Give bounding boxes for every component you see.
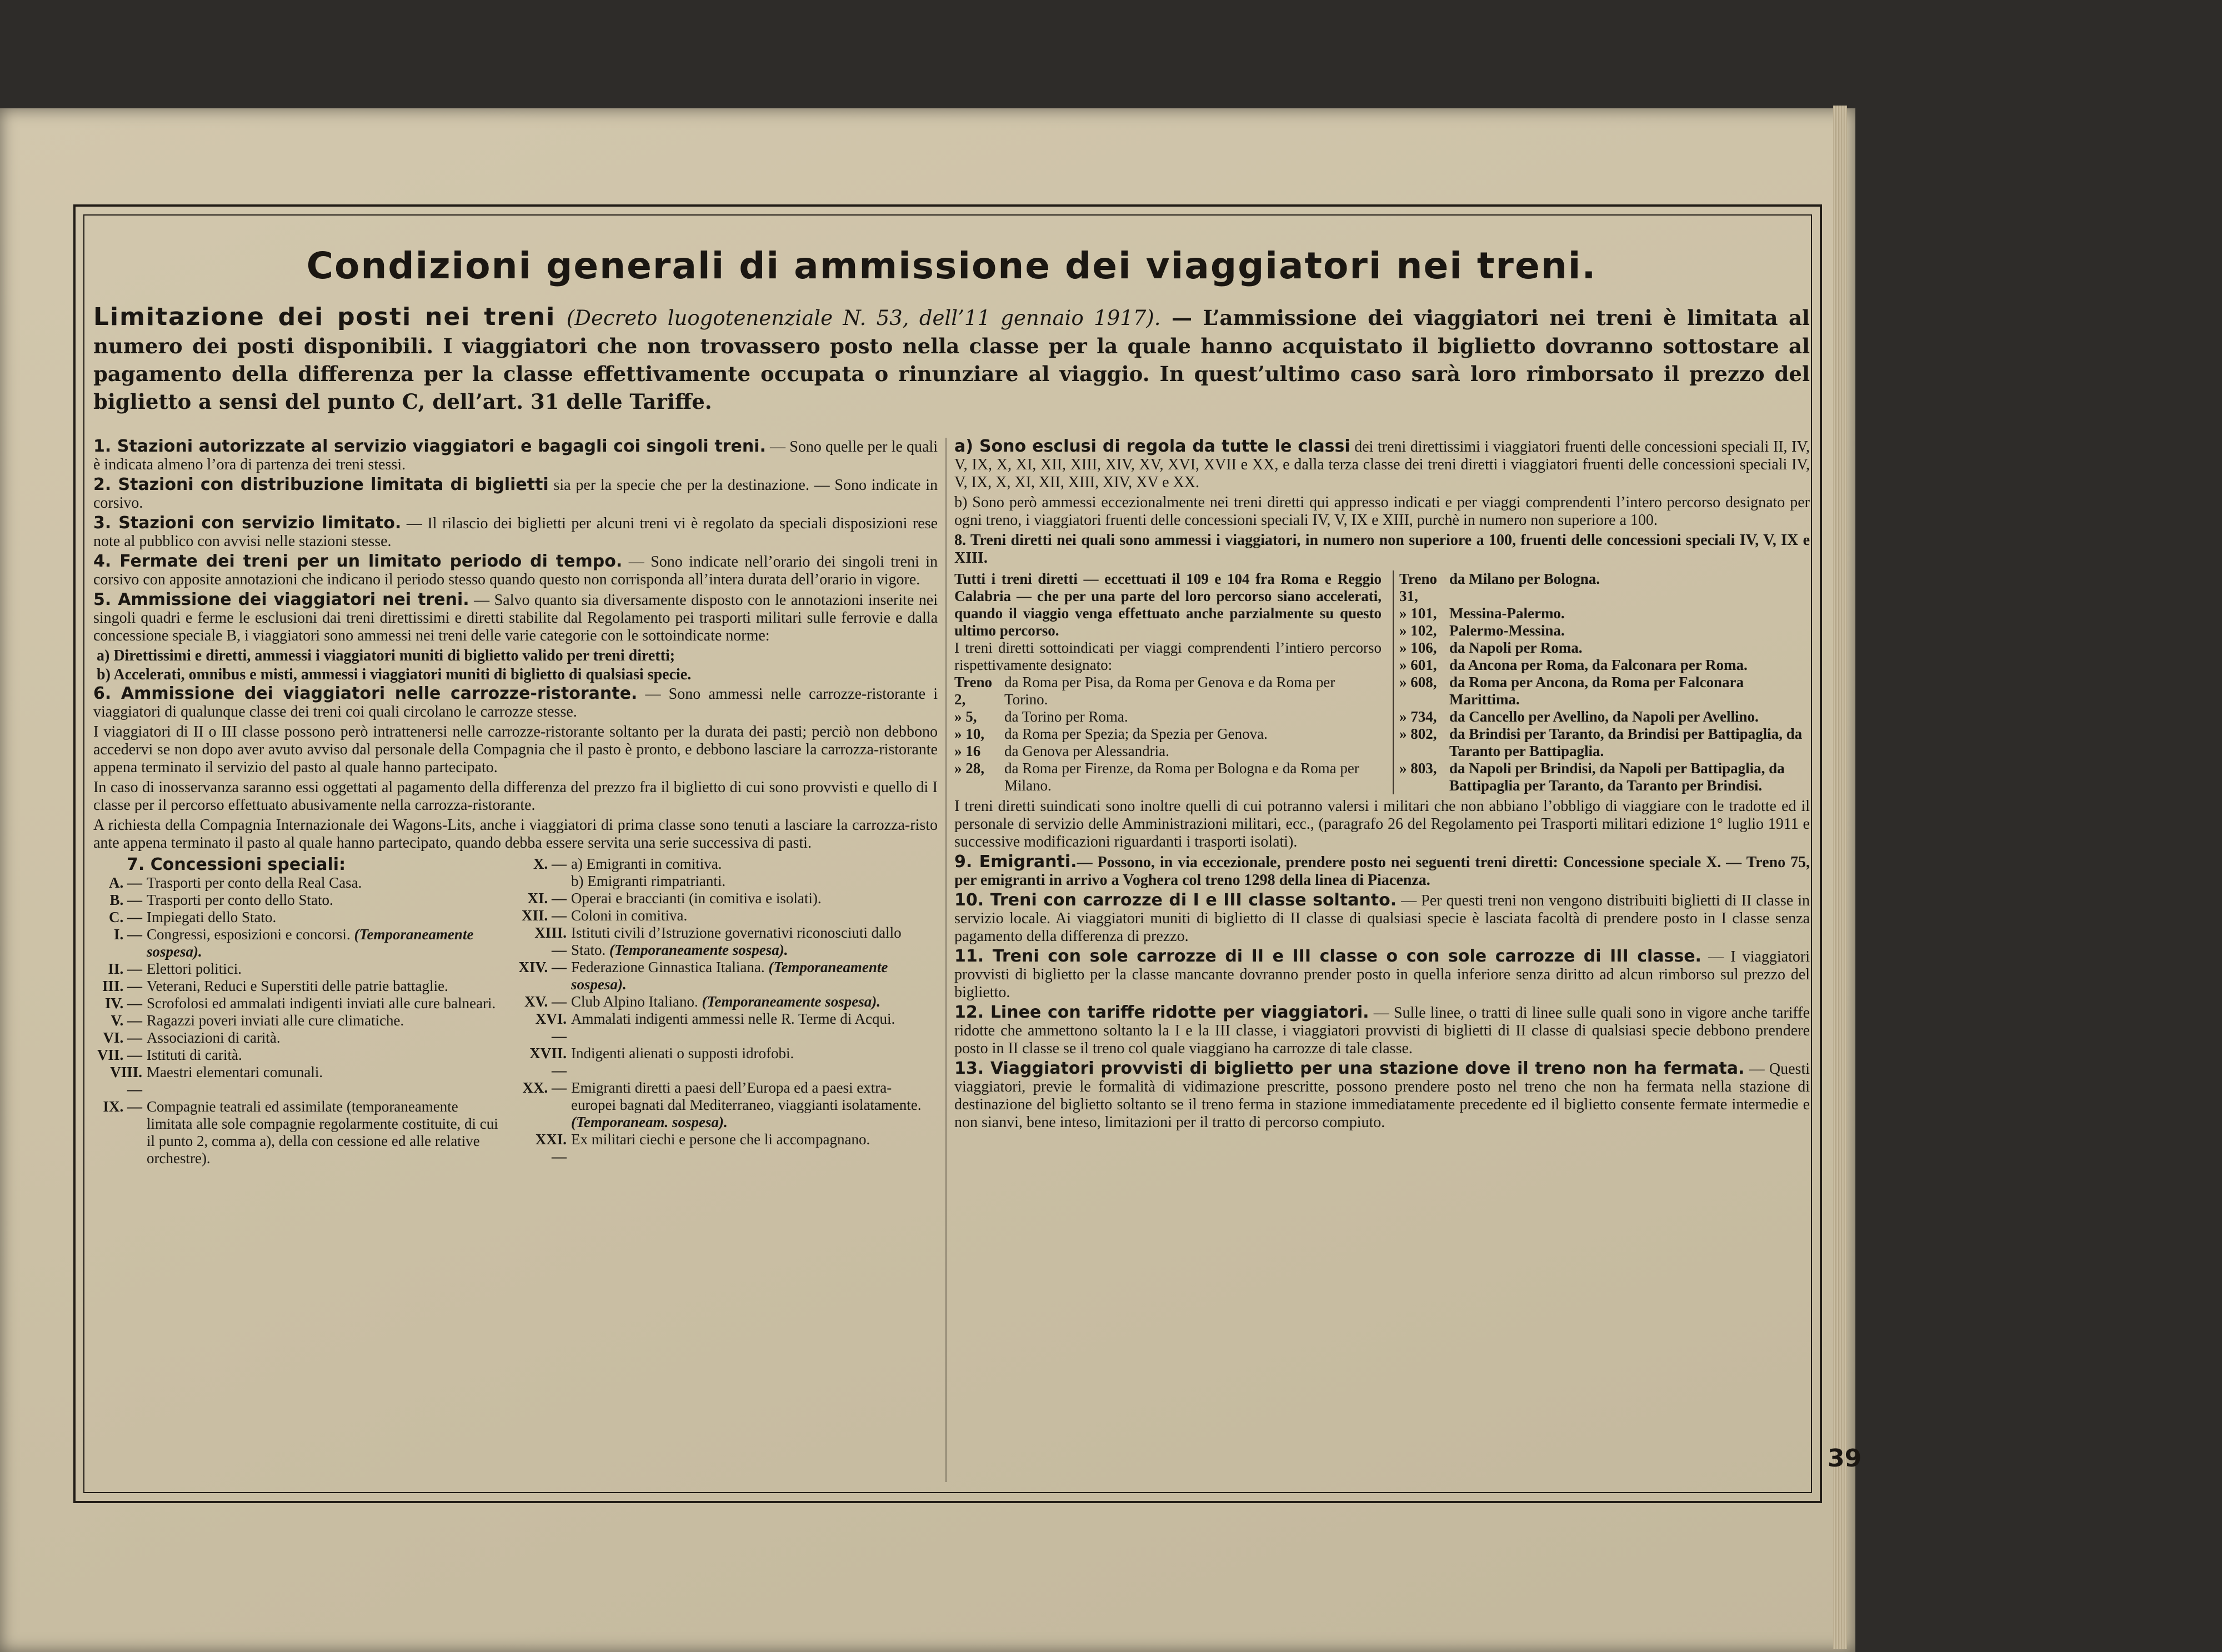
concession-item — [93, 995, 504, 1012]
train-route: da Roma per Firenze, da Roma per Bologna e da Roma per Milano. — [1004, 760, 1359, 794]
concession-item — [93, 926, 504, 960]
section-11-heading: 11. Treni con sole carrozze di II e III classe o con sole carrozze di III classe. — [954, 947, 1701, 966]
section-2-text: sia per la specie che per la destinazione. — Sono indicate in corsivo. — [93, 477, 938, 512]
train-number: » 5, — [954, 708, 977, 725]
concession-text — [147, 874, 504, 892]
concession-item — [518, 959, 929, 993]
concessions-left — [93, 855, 504, 1167]
concession-text — [571, 1045, 929, 1079]
section-3-text: — Il rilascio dei biglietti per alcuni treni vi è regolato da speciali disposizioni rese note al pubblico con avvisi nelle stazioni stesse. — [93, 515, 938, 550]
train-route: da Genova per Alessandria. — [1004, 743, 1169, 759]
train-row — [1399, 570, 1810, 605]
train-row — [954, 743, 1382, 760]
concession-item — [93, 1047, 504, 1064]
train-row — [1399, 622, 1810, 639]
concession-label: Veterani, Reduci e Superstiti delle patrie battaglie. — [147, 978, 448, 994]
concession-code: X. — — [533, 855, 567, 872]
concession-code — [518, 873, 571, 890]
concession-text — [147, 995, 504, 1012]
section-2-heading: 2. Stazioni con distribuzione limitata di biglietti — [93, 475, 549, 494]
trains-left-rows — [954, 674, 1382, 794]
concession-label: Emigranti diretti a paesi dell’Europa ed a paesi extra-europei bagnati dal Mediterraneo, viaggianti isolatamente. — [571, 1079, 922, 1113]
section-6-paragraph-1: I viaggiatori di II o III classe possono però intrattenersi nelle carrozze-ristorante soltanto per la durata dei pasti; perciò non debbono accedervi se non dopo aver avuto avviso dal personale della Compagnia che il pasto è pronto, e debbono lasciare la carrozza-ristorante appena terminato il servizio del pasto al quale hanno partecipato. — [93, 723, 938, 776]
concession-code: II. — — [108, 960, 142, 977]
train-route: Palermo-Messina. — [1449, 622, 1565, 639]
section-13 — [954, 1060, 1810, 1132]
concession-code: IV. — — [104, 995, 142, 1012]
concession-code: I. — — [113, 926, 142, 943]
concession-label: Istituti di carità. — [147, 1047, 242, 1063]
concession-text — [571, 1131, 929, 1165]
trains-right — [1393, 570, 1810, 794]
concession-code: VIII. — — [110, 1064, 142, 1098]
concession-item — [93, 1012, 504, 1029]
concession-label: Associazioni di carità. — [147, 1029, 281, 1046]
train-row — [1399, 760, 1810, 794]
train-route: da Napoli per Roma. — [1449, 639, 1583, 656]
concession-note: (Temporaneamente sospesa). — [609, 942, 788, 958]
section-10 — [954, 892, 1810, 945]
concession-item — [518, 993, 929, 1010]
concession-label: Indigenti alienati o supposti idrofobi. — [571, 1045, 794, 1062]
section-1-text: — Sono quelle per le quali è indicata almeno l’ora di partenza dei treni stessi. — [93, 438, 938, 473]
concession-item — [93, 909, 504, 926]
section-12-heading: 12. Linee con tariffe ridotte per viaggiatori. — [954, 1003, 1369, 1022]
concessions-title: 7. Concessioni speciali: — [127, 855, 346, 874]
section-8: 8. Treni diretti nei quali sono ammessi i viaggiatori, in numero non superiore a 100, fruenti delle concessioni speciali IV, V, IX e XIII. — [954, 532, 1810, 567]
concession-label: Ex militari ciechi e persone che li accompagnano. — [571, 1131, 870, 1148]
concession-item — [93, 892, 504, 909]
train-row — [1399, 725, 1810, 760]
concession-text — [147, 960, 504, 978]
train-number: » 803, — [1399, 760, 1437, 777]
train-row — [1399, 674, 1810, 708]
concession-code: A. — — [109, 874, 142, 891]
section-6-text: — Sono ammessi nelle carrozze-ristorante i viaggiatori di qualunque classe dei treni coi quali circolano le carrozze stesse. — [93, 685, 938, 720]
concession-note: (Temporaneam. sospesa). — [571, 1114, 728, 1130]
train-route: da Brindisi per Taranto, da Brindisi per Battipaglia, da Taranto per Battipaglia. — [1449, 725, 1803, 759]
section-8-after: I treni diretti suindicati sono inoltre quelli di cui potranno valersi i militari che non abbiano l’obbligo di viaggiare con le tradotte ed il personale di servizio delle Amministrazioni militari, ecc., (paragrafo 26 del Regolamento pei Trasporti militari edizione 1° luglio 1911 e successive modificazioni riguardanti i trasporti isolati). — [954, 798, 1810, 850]
concession-text — [147, 1098, 504, 1167]
concession-code: XII. — — [521, 907, 567, 924]
train-route: da Milano per Bologna. — [1449, 570, 1600, 587]
concession-item — [518, 855, 929, 873]
section-3 — [93, 514, 938, 550]
concession-code: IX. — — [103, 1098, 142, 1115]
concession-item — [518, 1045, 929, 1079]
concession-code: XX. — — [522, 1079, 567, 1096]
train-row — [1399, 605, 1810, 622]
concession-label: Club Alpino Italiano. — [571, 993, 698, 1010]
concession-label: Ammalati indigenti ammessi nelle R. Terme di Acqui. — [571, 1010, 895, 1027]
concession-item — [93, 1029, 504, 1047]
train-number: » 16 — [954, 743, 981, 759]
section-11 — [954, 948, 1810, 1002]
concessions-list-right — [518, 855, 929, 1165]
concession-code: XIV. — — [518, 959, 567, 975]
concession-note: (Temporaneamente sospesa). — [147, 926, 474, 960]
concession-text — [147, 1047, 504, 1064]
concessions-block — [93, 855, 938, 1167]
train-number: » 802, — [1399, 725, 1437, 742]
section-4 — [93, 553, 938, 589]
section-12-text: — Sulle linee, o tratti di linee sulle quali sono in vigore anche tariffe ridotte che ammettono soltanto la I e la III classe, i viaggiatori provvisti di biglietti di II classe di qualsiasi specie debbono prendere posto in II classe se il treno col quale viaggiano ha carrozze di tale classe. — [954, 1004, 1810, 1057]
concession-label: Impiegati dello Stato. — [147, 909, 277, 925]
column-divider — [945, 438, 947, 1482]
train-route: da Roma per Pisa, da Roma per Genova e da Roma per Torino. — [1004, 674, 1335, 708]
concession-text — [571, 855, 929, 873]
section-6-heading: 6. Ammissione dei viaggiatori nelle carrozze-ristorante. — [93, 684, 638, 703]
section-5-heading: 5. Ammissione dei viaggiatori nei treni. — [93, 590, 469, 609]
train-route: da Cancello per Avellino, da Napoli per Avellino. — [1449, 708, 1759, 725]
train-number: » 608, — [1399, 674, 1437, 690]
section-10-text: — Per questi treni non vengono distribuiti biglietti di II classe in servizio locale. Ai viaggiatori muniti di biglietto di II classe di qualsiasi specie è lasciata facoltà di prendere posto in I classe senza pagamento della differenza di prezzo. — [954, 892, 1810, 945]
intro-paragraph — [93, 303, 1810, 448]
concession-text — [571, 907, 929, 924]
concession-item — [93, 874, 504, 892]
section-5-text: — Salvo quanto sia diversamente disposto con le annotazioni inserite nei singoli quadri e ferme le esclusioni dai treni direttissimi e diretti stabilite dal Regolamento pei trasporti militari sulle ferrovie e dalla concessione speciale B, i viaggiatori sono ammessi nei treni delle varie categorie con le sottoindicate norme: — [93, 592, 938, 644]
train-number: » 10, — [954, 725, 984, 742]
section-13-heading: 13. Viaggiatori provvisti di biglietto per una stazione dove il treno non ha fermata. — [954, 1059, 1745, 1078]
intro-lead: Limitazione dei posti nei treni — [93, 303, 556, 331]
concession-code: XV. — — [524, 993, 567, 1010]
concession-text — [571, 924, 929, 959]
concession-label: Ragazzi poveri inviati alle cure climatiche. — [147, 1012, 404, 1029]
concession-text — [571, 890, 929, 907]
concession-text — [147, 892, 504, 909]
section-6-paragraph-2: In caso di inosservanza saranno essi oggettati al pagamento della differenza del prezzo fra il biglietto di cui sono provvisti e quello di I classe per il percorso effettuato abusivamente nella carrozza-ristorante. — [93, 779, 938, 814]
train-number: » 734, — [1399, 708, 1437, 725]
section-2 — [93, 476, 938, 512]
train-row — [954, 708, 1382, 725]
train-number: Treno 2, — [954, 674, 993, 708]
concession-item — [518, 1010, 929, 1045]
train-number: Treno 31, — [1399, 570, 1437, 604]
section-11-text: — I viaggiatori provvisti di biglietto per la classe mancante dovranno prender posto in quella inferiore senza diritto ad alcun rimborso sul prezzo del biglietto. — [954, 948, 1810, 1001]
train-number: » 102, — [1399, 622, 1437, 639]
concession-code: XI. — — [527, 890, 567, 907]
section-6 — [93, 685, 938, 721]
concession-label: Scrofolosi ed ammalati indigenti inviati alle cure balneari. — [147, 995, 496, 1012]
concession-code: B. — — [109, 892, 142, 908]
section-b: b) Sono però ammessi eccezionalmente nei treni diretti qui appresso indicati e per viaggi comprendenti l’intero percorso designato per ogni treno, i viaggiatori fruenti delle concessioni speciali IV, V, IX e XIII, purchè in numero non superiore a 100. — [954, 494, 1810, 529]
section-6-paragraph-3: A richiesta della Compagnia Internazionale dei Wagons-Lits, anche i viaggiatori di prima classe sono tenuti a lasciare la carrozza-risto ante appena terminato il pasto al quale hanno partecipato, quando debba essere servita una serie successiva di pasti. — [93, 817, 938, 852]
concession-label: Congressi, esposizioni e concorsi. — [147, 926, 351, 943]
concession-item — [93, 978, 504, 995]
concession-item — [518, 924, 929, 959]
section-a — [954, 438, 1810, 492]
section-5-a: a) Direttissimi e diretti, ammessi i viaggiatori muniti di biglietto valido per treni diretti; — [97, 647, 675, 664]
train-route: da Ancona per Roma, da Falconara per Roma. — [1449, 657, 1748, 673]
section-5 — [93, 591, 938, 645]
section-9 — [954, 853, 1810, 889]
right-column — [954, 438, 1810, 1482]
concession-text — [147, 1012, 504, 1029]
concession-text — [571, 1079, 929, 1131]
concession-label: Maestri elementari comunali. — [147, 1064, 323, 1080]
concession-code: VII. — — [97, 1047, 142, 1063]
concession-label: Trasporti per conto dello Stato. — [147, 892, 333, 908]
train-row — [1399, 657, 1810, 674]
trains-left — [954, 570, 1382, 794]
trains-table — [954, 570, 1810, 794]
concession-code: C. — — [109, 909, 142, 925]
concession-item — [518, 890, 929, 907]
section-3-heading: 3. Stazioni con servizio limitato. — [93, 513, 402, 533]
two-columns — [93, 438, 1810, 1482]
train-route: Messina-Palermo. — [1449, 605, 1565, 622]
section-13-text: — Questi viaggiatori, previe le formalità di vidimazione prescritte, possono prendere posto nel treno che non ha fermata nella stazione di destinazione del biglietto soltanto se il treno ferma in stazione immediatamente precedente ed il biglietto consente fermate intermedie e non sianvi, bene inteso, limitazioni per il tratto di percorso compiuto. — [954, 1060, 1810, 1131]
concession-code: XVI. — — [535, 1010, 567, 1044]
train-route: da Torino per Roma. — [1004, 708, 1128, 725]
concession-note: (Temporaneamente sospesa). — [571, 959, 888, 993]
train-route: da Roma per Spezia; da Spezia per Genova. — [1004, 725, 1268, 742]
concession-text — [147, 926, 504, 960]
intro-text: — L’ammissione dei viaggiatori nei treni è limitata al numero dei posti disponibili. I viaggiatori che non trovassero posto nella classe per la quale hanno acquistato il biglietto dovranno sottostare al pagamento della differenza per la classe effettivamente occupata o rinunziare al viaggio. In quest’ultimo caso sarà loro rimborsato il prezzo del biglietto a sensi del punto C, dell’art. 31 delle Tariffe. — [93, 306, 1810, 414]
concession-code: VI. — — [103, 1029, 142, 1046]
concession-item — [518, 1079, 929, 1131]
concession-code: V. — — [111, 1012, 142, 1029]
concession-item — [518, 1131, 929, 1165]
trains-left-intro-2: I treni diretti sottoindicati per viaggi comprendenti l’intiero percorso rispettivamente designato: — [954, 639, 1382, 673]
concessions-right — [518, 855, 929, 1167]
concession-label: Coloni in comitiva. — [571, 907, 688, 924]
concession-item — [93, 960, 504, 978]
train-number: » 28, — [954, 760, 984, 777]
section-9-heading: 9. Emigranti. — [954, 852, 1077, 872]
page-edge — [1833, 106, 1847, 1649]
section-1-heading: 1. Stazioni autorizzate al servizio viaggiatori e bagagli coi singoli treni. — [93, 438, 766, 456]
trains-right-rows — [1399, 570, 1810, 794]
train-row — [954, 760, 1382, 794]
concession-text — [147, 1064, 504, 1098]
concession-label: b) Emigranti rimpatrianti. — [571, 873, 726, 889]
concession-label: Elettori politici. — [147, 960, 242, 977]
concession-label: Trasporti per conto della Real Casa. — [147, 874, 362, 891]
concession-item — [93, 1064, 504, 1098]
concession-text — [147, 978, 504, 995]
train-row — [954, 674, 1382, 708]
trains-left-intro: Tutti i treni diretti — eccettuati il 109 e 104 fra Roma e Reggio Calabria — che per una parte del loro percorso siano accelerati, quando il viaggio venga effettuato anche parzialmente su questo ultimo percorso. — [954, 570, 1382, 639]
section-12 — [954, 1004, 1810, 1058]
concession-text — [571, 959, 929, 993]
concession-item — [518, 873, 929, 890]
section-9-text: — Possono, in via eccezionale, prendere posto nei seguenti treni diretti: Concessione speciale X. — Treno 75, per emigranti in arrivo a Voghera col treno 1298 della linea di Piacenza. — [954, 854, 1810, 889]
concession-code: III. — — [102, 978, 142, 994]
section-a-heading: a) Sono esclusi di regola da tutte le classi — [954, 438, 1350, 456]
concession-text — [571, 993, 929, 1010]
document-title: Condizioni generali di ammissione dei viaggiatori nei treni. — [306, 244, 1597, 287]
section-4-text: — Sono indicate nell’orario dei singoli treni in corsivo con apposite annotazioni che indicano il periodo stesso quando questo non corrisponda all’intera durata dell’orario in vigore. — [93, 553, 938, 588]
section-4-heading: 4. Fermate dei treni per un limitato periodo di tempo. — [93, 552, 623, 571]
concession-code: XIII. — — [534, 924, 567, 958]
concession-text — [571, 873, 929, 890]
concession-label: Istituti civili d’Istruzione governativi riconosciuti dallo Stato. — [571, 924, 902, 958]
section-1 — [93, 438, 938, 474]
section-a-text: dei treni direttissimi i viaggiatori fruenti delle concessioni speciali II, IV, V, IX, X, XI, XII, XIII, XIV, XV, XVI, XVII e XX, e dalla terza classe dei treni diretti i viaggiatori fruenti delle concessioni speciali IV, V, IX, X, XI, XII, XIII, XIV, XV e XX. — [954, 438, 1810, 491]
concession-text — [147, 909, 504, 926]
concession-label: a) Emigranti in comitiva. — [571, 855, 722, 872]
concession-label: Federazione Ginnastica Italiana. — [571, 959, 765, 975]
train-row — [1399, 639, 1810, 657]
section-10-heading: 10. Treni con carrozze di I e III classe soltanto. — [954, 890, 1397, 910]
train-route: da Napoli per Brindisi, da Napoli per Battipaglia, da Battipaglia per Taranto, da Taranto per Brindisi. — [1449, 760, 1785, 794]
train-route: da Roma per Ancona, da Roma per Falconara Marittima. — [1449, 674, 1744, 708]
concession-item — [93, 1098, 504, 1167]
document-content — [93, 244, 1810, 1483]
concessions-list-left — [93, 874, 504, 1167]
page-number: 39 — [1828, 1444, 1862, 1473]
train-number: » 601, — [1399, 657, 1437, 673]
concession-code: XVII. — — [529, 1045, 567, 1079]
concession-text — [571, 1010, 929, 1045]
concession-label: Compagnie teatrali ed assimilate (temporaneamente limitata alle sole compagnie regolarmente costituite, di cui il punto 2, comma a), della con cessione ed alle relative orchestre). — [147, 1098, 498, 1167]
train-row — [1399, 708, 1810, 725]
concession-item — [518, 907, 929, 924]
concession-note: (Temporaneamente sospesa). — [702, 993, 880, 1010]
train-row — [954, 725, 1382, 743]
concession-text — [147, 1029, 504, 1047]
train-number: » 101, — [1399, 605, 1437, 622]
intro-decree: (Decreto luogotenenziale N. 53, dell’11 gennaio 1917). — [566, 306, 1161, 330]
concession-code: XXI. — — [535, 1131, 567, 1165]
left-column — [93, 438, 938, 1482]
section-5-b: b) Accelerati, omnibus e misti, ammessi i viaggiatori muniti di biglietto di qualsiasi specie. — [97, 666, 692, 683]
train-number: » 106, — [1399, 639, 1437, 656]
concession-label: Operai e braccianti (in comitiva e isolati). — [571, 890, 822, 907]
